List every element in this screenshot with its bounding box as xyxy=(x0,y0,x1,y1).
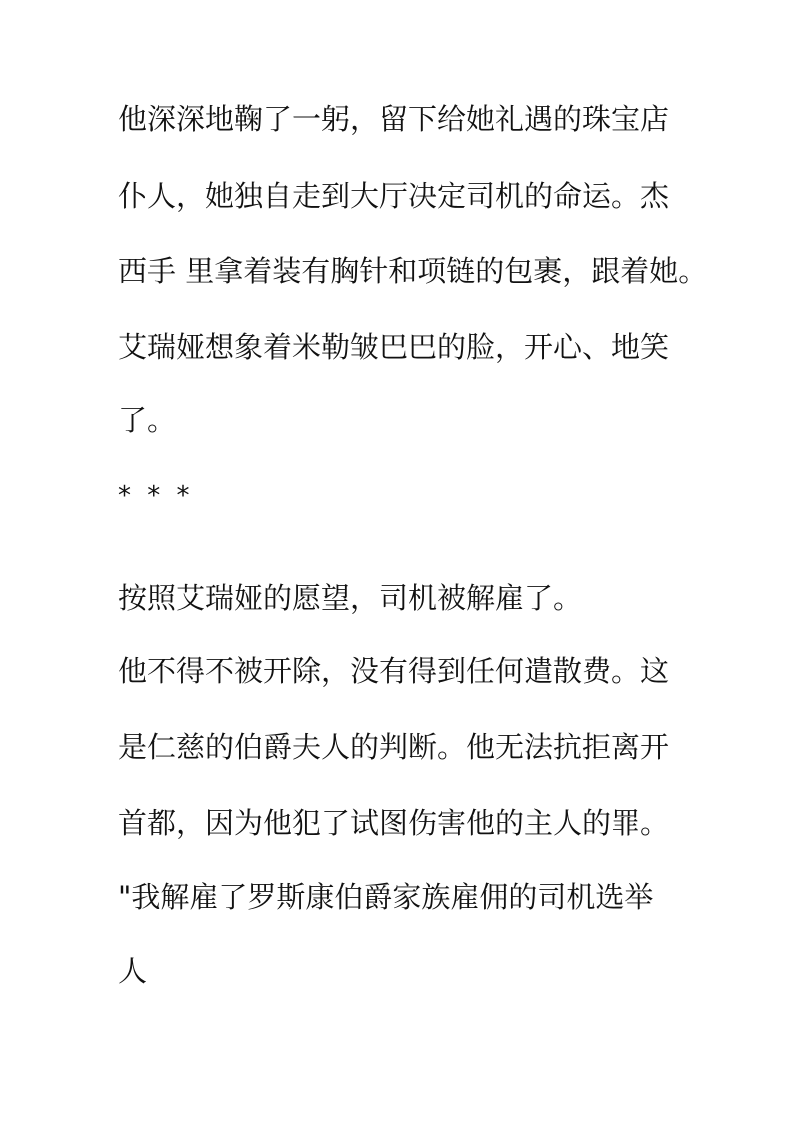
text-line-4: 艾瑞娅想象着米勒皱巴巴的脸，开心、地笑 xyxy=(118,330,670,364)
text-line-7: 他不得不被开除，没有得到任何遣散费。这 xyxy=(118,654,670,688)
text-line-10: "我解雇了罗斯康伯爵家族雇佣的司机选举 xyxy=(118,880,654,914)
section-separator: * * * xyxy=(118,481,194,511)
text-line-2: 仆人，她独自走到大厅决定司机的命运。杰 xyxy=(118,179,670,213)
text-line-6: 按照艾瑞娅的愿望，司机被解雇了。 xyxy=(118,581,583,615)
text-line-3: 西手 里拿着装有胸针和项链的包裹，跟着她。 xyxy=(118,254,708,288)
text-line-1: 他深深地鞠了一躬，留下给她礼遇的珠宝店 xyxy=(118,102,670,136)
text-line-5: 了。 xyxy=(118,403,177,437)
text-line-11: 人 xyxy=(118,954,148,988)
text-line-9: 首都，因为他犯了试图伤害他的主人的罪。 xyxy=(118,806,670,840)
text-line-8: 是仁慈的伯爵夫人的判断。他无法抗拒离开 xyxy=(118,730,670,764)
